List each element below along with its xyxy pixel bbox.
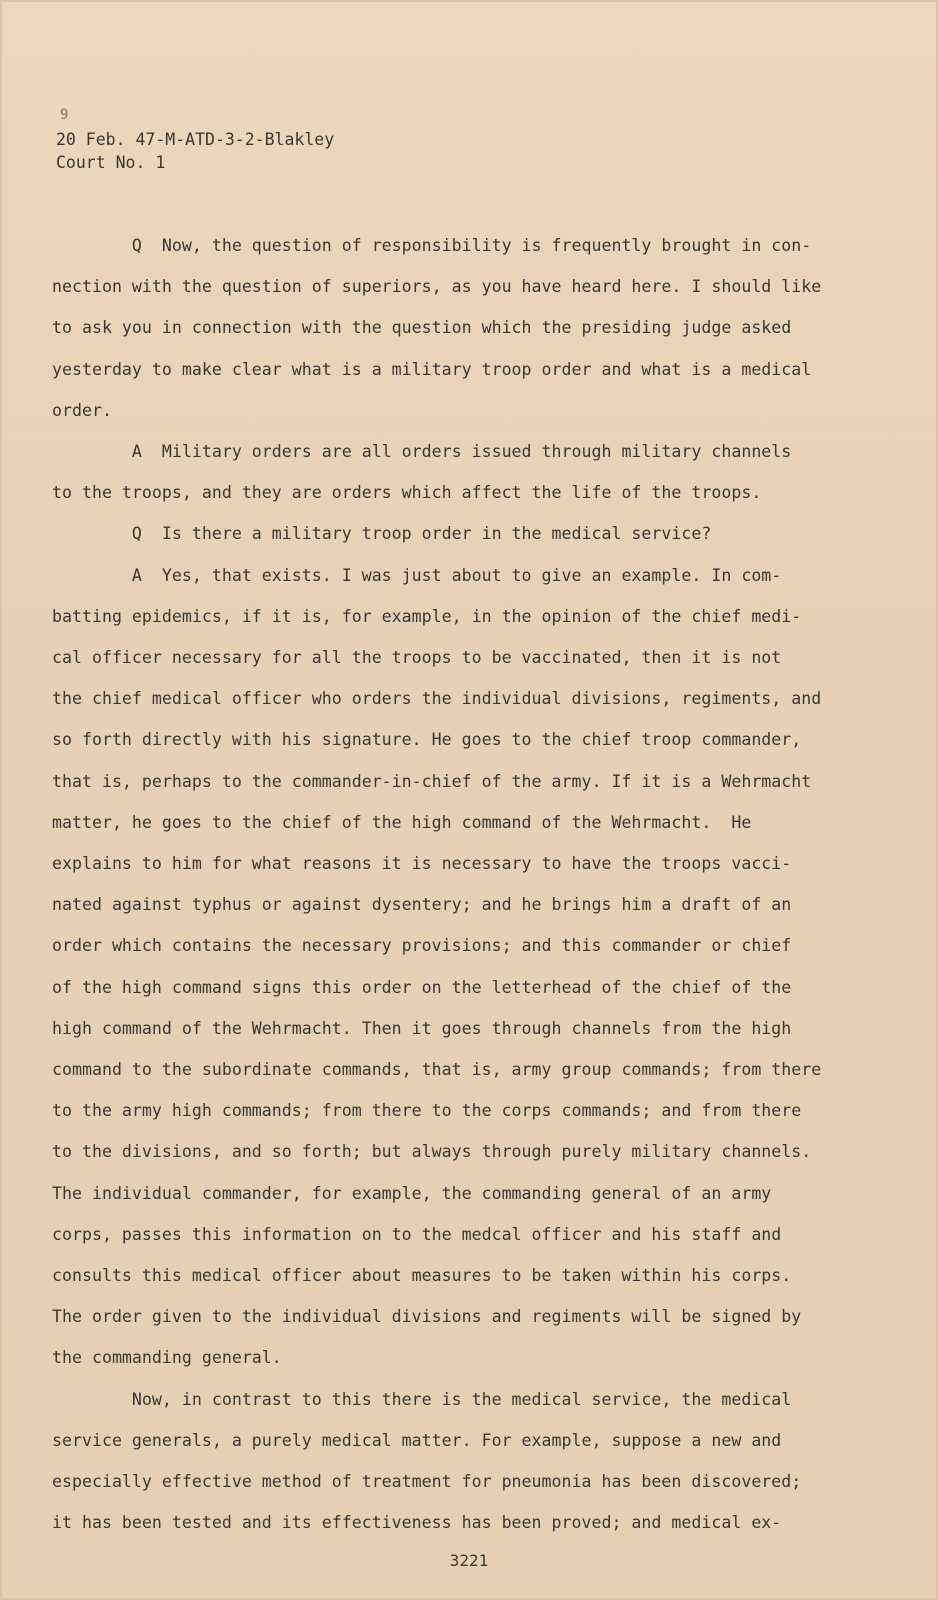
text-line: matter, he goes to the chief of the high command of the Wehrmacht. He bbox=[52, 812, 752, 832]
text-line: the commanding general. bbox=[52, 1348, 282, 1368]
text-line: Now, in contrast to this there is the medical service, the medical bbox=[52, 1389, 792, 1409]
text-line: the chief medical officer who orders the individual divisions, regiments, and bbox=[52, 689, 822, 709]
text-line: command to the subordinate commands, that is, army group commands; from there bbox=[52, 1060, 822, 1080]
text-line: it has been tested and its effectiveness has been proved; and medical ex- bbox=[52, 1513, 782, 1533]
text-line: to the army high commands; from there to the corps commands; and from there bbox=[52, 1101, 802, 1121]
header-line-2: Court No. 1 bbox=[56, 153, 166, 172]
text-line: that is, perhaps to the commander-in-chief of the army. If it is a Wehrmacht bbox=[52, 771, 812, 791]
text-line: high command of the Wehrmacht. Then it goes through channels from the high bbox=[52, 1018, 792, 1038]
text-line: A Military orders are all orders issued through military channels bbox=[52, 442, 792, 462]
text-line: order. bbox=[52, 400, 112, 420]
text-line: The order given to the individual divisions and regiments will be signed by bbox=[52, 1307, 802, 1327]
document-header bbox=[56, 128, 334, 174]
text-line: The individual commander, for example, the commanding general of an army bbox=[52, 1183, 772, 1203]
transcript-body bbox=[52, 225, 842, 1544]
text-line: consults this medical officer about measures to be taken within his corps. bbox=[52, 1266, 792, 1286]
text-line: nated against typhus or against dysentery; and he brings him a draft of an bbox=[52, 895, 792, 915]
text-line: yesterday to make clear what is a military troop order and what is a medical bbox=[52, 359, 812, 379]
text-line: of the high command signs this order on the letterhead of the chief of the bbox=[52, 977, 792, 997]
text-line: to the divisions, and so forth; but always through purely military channels. bbox=[52, 1142, 812, 1162]
text-line: batting epidemics, if it is, for example, in the opinion of the chief medi- bbox=[52, 606, 802, 626]
page-number: 3221 bbox=[449, 1551, 489, 1570]
text-line: to the troops, and they are orders which affect the life of the troops. bbox=[52, 483, 762, 503]
text-line: Q Now, the question of responsibility is frequently brought in con- bbox=[52, 236, 812, 255]
text-line: nection with the question of superiors, as you have heard here. I should like bbox=[52, 277, 822, 297]
text-line: Q Is there a military troop order in the medical service? bbox=[52, 524, 712, 544]
text-line: to ask you in connection with the question which the presiding judge asked bbox=[52, 318, 792, 338]
page-mark: 9 bbox=[60, 107, 69, 123]
header-line-1: 20 Feb. 47-M-ATD-3-2-Blakley bbox=[56, 130, 335, 149]
text-line: service generals, a purely medical matter. For example, suppose a new and bbox=[52, 1430, 782, 1450]
text-line: especially effective method of treatment for pneumonia has been discovered; bbox=[52, 1472, 802, 1492]
text-line: corps, passes this information on to the medcal officer and his staff and bbox=[52, 1224, 782, 1244]
text-line: explains to him for what reasons it is necessary to have the troops vacci- bbox=[52, 854, 792, 874]
text-line: so forth directly with his signature. He goes to the chief troop commander, bbox=[52, 730, 802, 750]
text-line: A Yes, that exists. I was just about to give an example. In com- bbox=[52, 565, 782, 585]
text-line: order which contains the necessary provisions; and this commander or chief bbox=[52, 936, 792, 956]
text-line: cal officer necessary for all the troops to be vaccinated, then it is not bbox=[52, 648, 782, 668]
